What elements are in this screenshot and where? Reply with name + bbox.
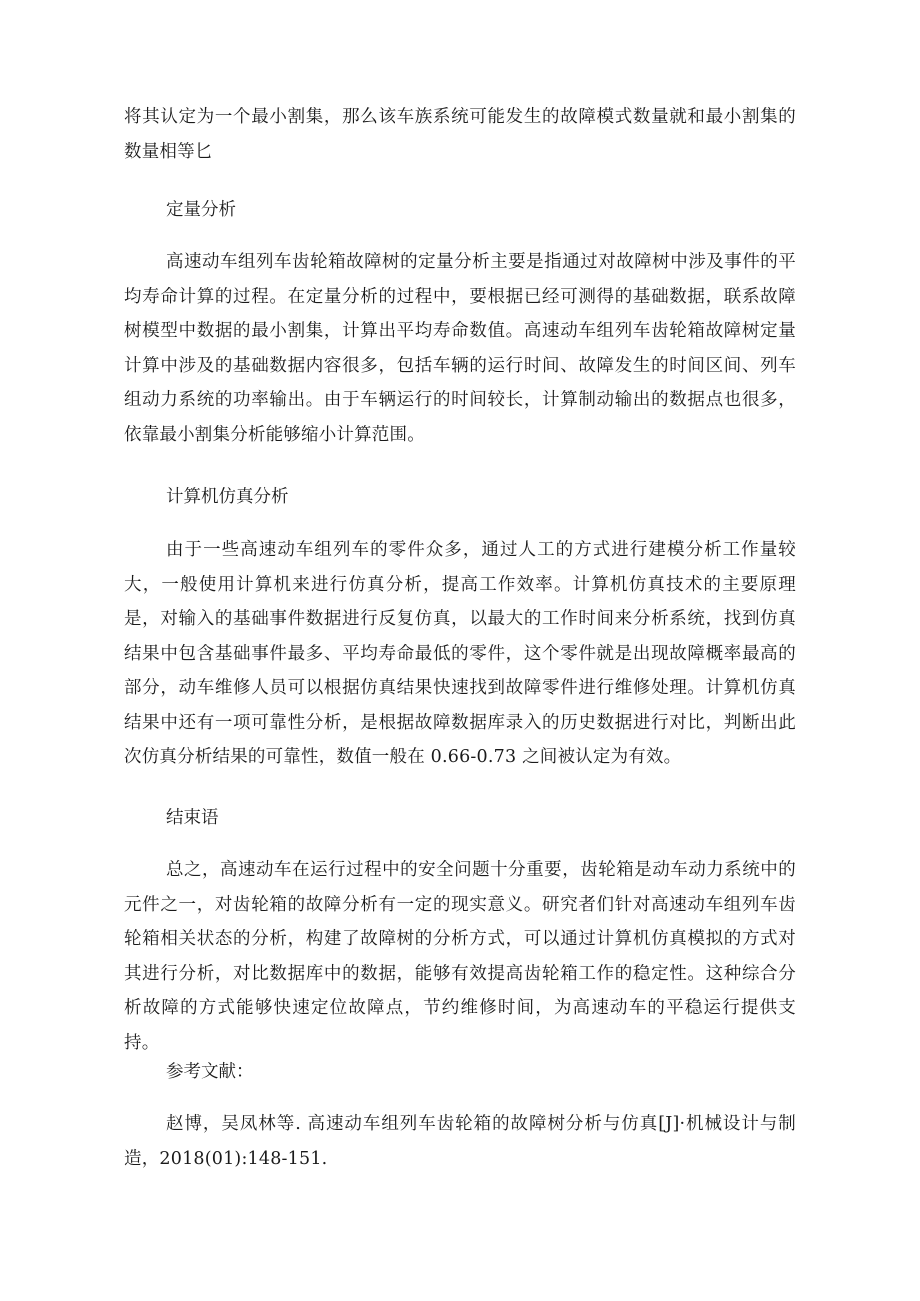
- paragraph-quantitative-analysis: 高速动车组列车齿轮箱故障树的定量分析主要是指通过对故障树中涉及事件的平均寿命计算的过程。在定量分析的过程中，要根据已经可测得的基础数据，联系故障树模型中数据的最小割集，计算出平均寿命数值。高速动车组列车齿轮箱故障树定量计算中涉及的基础数据内容很多，包括车辆的运行时间、故障发生的时间区间、列车组动力系统的功率输出。由于车辆运行的时间较长，计算制动输出的数据点也很多，依靠最小割集分析能够缩小计算范围。: [124, 252, 796, 445]
- paragraph-conclusion: 总之，高速动车在运行过程中的安全问题十分重要，齿轮箱是动车动力系统中的元件之一，对齿轮箱的故障分析有一定的现实意义。研究者们针对高速动车组列车齿轮箱相关状态的分析，构建了故障树的分析方式，可以通过计算机仿真模拟的方式对其进行分析，对比数据库中的数据，能够有效提高齿轮箱工作的稳定性。这种综合分析故障的方式能够快速定位故障点，节约维修时间，为高速动车的平稳运行提供支持。: [124, 860, 796, 1053]
- reference-item: 赵博，吴凤林等. 高速动车组列车齿轮箱的故障树分析与仿真[J]·机械设计与制造，2018(01):148-151.: [124, 1114, 796, 1169]
- paragraph-min-cut-set: 将其认定为一个最小割集，那么该车族系统可能发生的故障模式数量就和最小割集的数量相等匕: [124, 107, 796, 162]
- section-heading-conclusion: 结束语: [166, 808, 219, 828]
- paragraph-computer-simulation: 由于一些高速动车组列车的零件众多，通过人工的方式进行建模分析工作量较大，一般使用计算机来进行仿真分析，提高工作效率。计算机仿真技术的主要原理是，对输入的基础事件数据进行反复仿真，以最大的工作时间来分析系统，找到仿真结果中包含基础事件最多、平均寿命最低的零件，这个零件就是出现故障概率最高的部分，动车维修人员可以根据仿真结果快速找到故障零件进行维修处理。计算机仿真结果中还有一项可靠性分析，是根据故障数据库录入的历史数据进行对比，判断出此次仿真分析结果的可靠性，数值一般在 0.66-0.73 之间被认定为有效。: [124, 540, 796, 767]
- section-heading-simulation: 计算机仿真分析: [166, 487, 289, 507]
- section-heading-quantitative: 定量分析: [166, 200, 236, 220]
- section-heading-references: 参考文献：: [166, 1062, 254, 1082]
